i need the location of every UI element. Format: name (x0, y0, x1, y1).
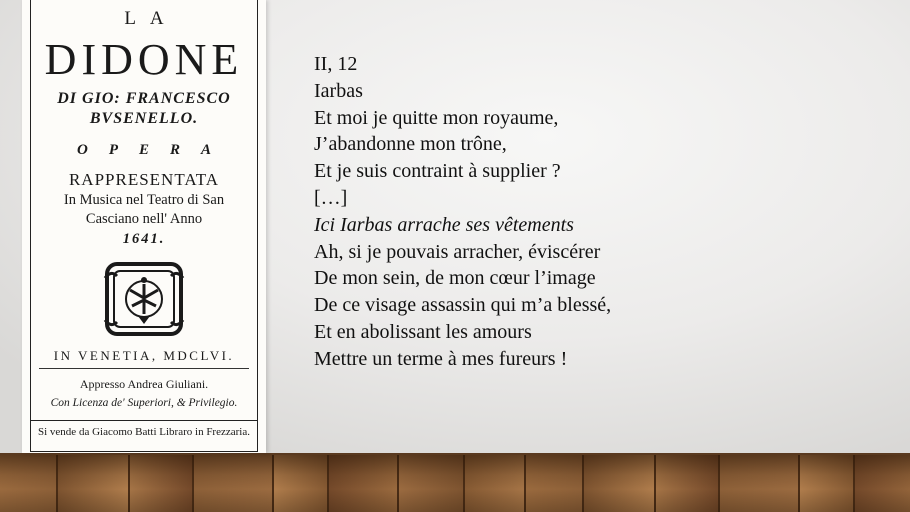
cover-licence: Con Licenza de' Superiori, & Privilegio. (50, 397, 238, 409)
verse-line: Ah, si je pouvais arracher, éviscérer (314, 240, 601, 263)
verse-line: De mon sein, de mon cœur l’image (314, 267, 596, 290)
cover-rule (39, 368, 249, 369)
cover-title-didone: DIDONE (44, 35, 244, 84)
floor-shade (0, 455, 910, 512)
title-page-frame (30, 0, 258, 452)
verse-line: Et moi je quitte mon royaume, (314, 106, 559, 129)
stage-direction-line: Ici Iarbas arrache ses vêtements (314, 213, 574, 236)
cover-theatre-line2: Casciano nell' Anno (85, 211, 203, 227)
verse-line: Et en abolissant les amours (314, 320, 532, 343)
cover-rappresentata: RAPPRESENTATA (68, 170, 220, 189)
wooden-floor (0, 455, 910, 512)
verse-line: II, 12 (314, 53, 358, 75)
cover-rule-bottom (31, 420, 257, 421)
cover-printer: Appresso Andrea Giuliani. (79, 377, 209, 391)
title-page-image (22, 0, 266, 453)
cover-author-line1: DI GIO: FRANCESCO (57, 90, 231, 107)
cover-seller: Si vende da Giacomo Batti Libraro in Frezzaria. (38, 426, 250, 438)
verse-line: Iarbas (314, 79, 363, 102)
cover-author-line2: BVSENELLO. (89, 110, 199, 127)
cover-opera: OPERA (76, 142, 232, 158)
verse-line: Et je suis contraint à supplier ? (314, 160, 561, 183)
cover-line-la: LA (124, 8, 178, 29)
verse-line: De ce visage assassin qui m’a blessé, (314, 294, 612, 317)
verse-line: Mettre un terme à mes fureurs ! (314, 347, 568, 370)
cover-year: 1641. (122, 231, 166, 247)
cover-place-date: IN VENETIA, MDCLVI. (53, 348, 235, 363)
verse-line: […] (314, 186, 348, 209)
printer-emblem-icon (103, 260, 185, 338)
verse-line: J’abandonne mon trône, (314, 133, 507, 156)
cover-theatre-line1: In Musica nel Teatro di San (63, 192, 225, 208)
libretto-excerpt (314, 51, 894, 373)
